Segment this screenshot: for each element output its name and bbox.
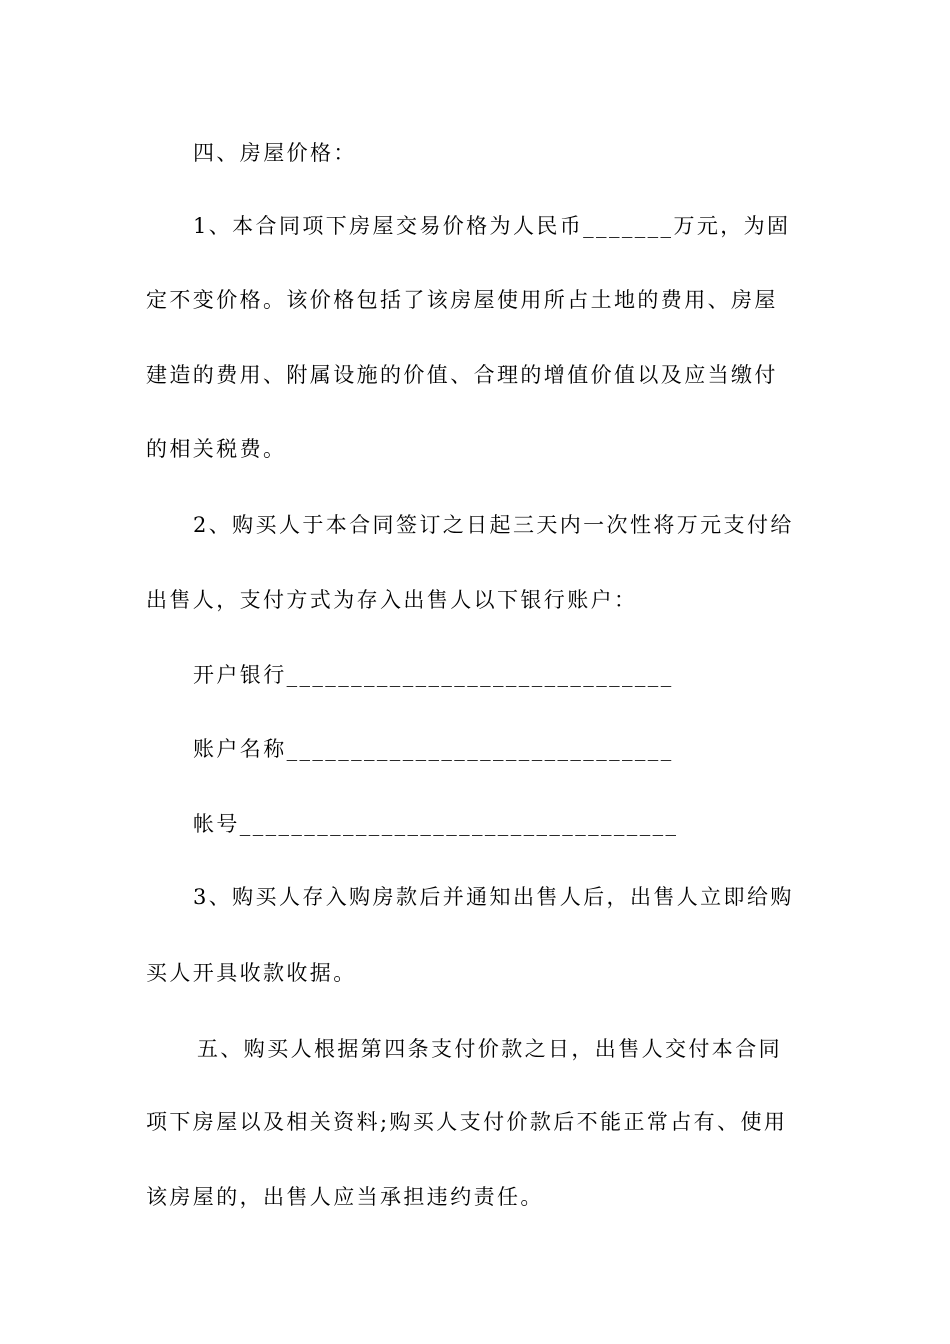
paragraph-line: 定不变价格。该价格包括了该房屋使用所占土地的费用、房屋 — [146, 288, 778, 312]
account-name-field-line: 账户名称______________________________ — [193, 737, 674, 761]
paragraph-line: 1、本合同项下房屋交易价格为人民币_______万元，为固 — [193, 214, 791, 238]
paragraph-line: 买人开具收款收据。 — [146, 961, 357, 985]
paragraph-line: 建造的费用、附属设施的价值、合理的增值价值以及应当缴付 — [146, 363, 778, 387]
paragraph-line: 3、购买人存入购房款后并通知出售人后，出售人立即给购 — [193, 885, 794, 909]
section-heading-delivery: 五、购买人根据第四条支付价款之日，出售人交付本合同 — [197, 1037, 782, 1061]
paragraph-line: 出售人，支付方式为存入出售人以下银行账户： — [146, 588, 638, 612]
account-number-field-line: 帐号__________________________________ — [193, 812, 679, 836]
paragraph-line: 2、购买人于本合同签订之日起三天内一次性将万元支付给 — [193, 513, 794, 537]
bank-name-field-line: 开户银行______________________________ — [193, 663, 674, 687]
paragraph-line: 项下房屋以及相关资料;购买人支付价款后不能正常占有、使用 — [146, 1110, 788, 1134]
paragraph-line: 该房屋的，出售人应当承担违约责任。 — [146, 1185, 544, 1209]
paragraph-line: 的相关税费。 — [146, 437, 287, 461]
section-heading-price: 四、房屋价格： — [193, 141, 357, 165]
